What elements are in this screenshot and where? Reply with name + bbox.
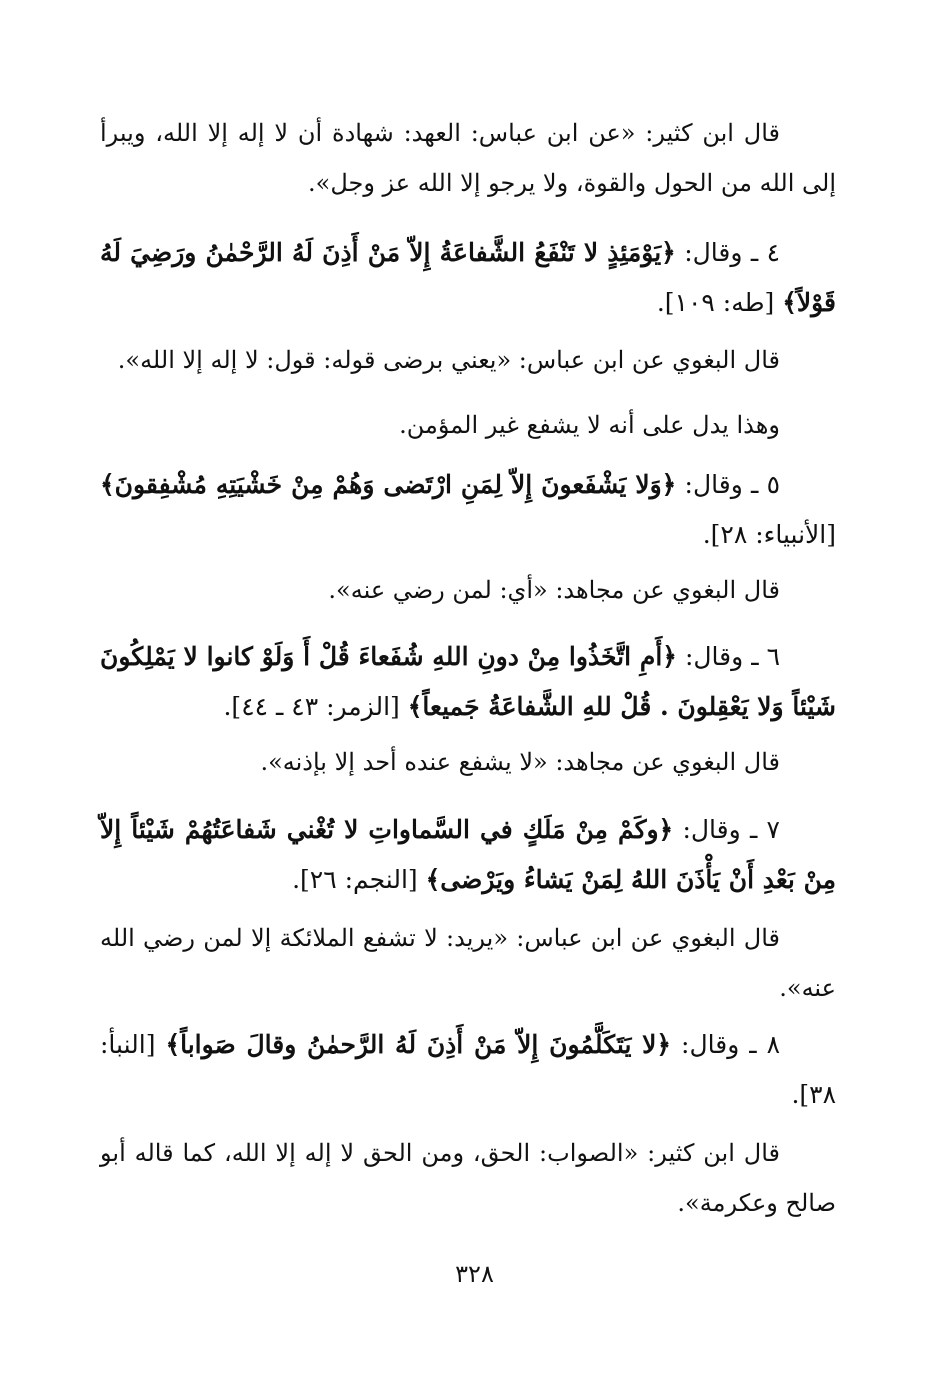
verse-7-reference: [النجم: ٢٦]. bbox=[292, 865, 426, 894]
baghawi-ibn-abbas-2-paragraph: قال البغوي عن ابن عباس: «يريد: لا تشفع الملائكة إلا لمن رضي الله عنه». bbox=[100, 924, 836, 1002]
verse-6-paragraph bbox=[100, 632, 836, 732]
verse-4-paragraph bbox=[100, 228, 836, 328]
verse-5-text: ﴿وَلا يَشْفَعونَ إِلاّ لِمَنِ ارْتَضى وَهُمْ مِنْ خَشْيَتِهِ مُشْفِقونَ﴾ bbox=[100, 470, 677, 499]
verse-7-paragraph bbox=[100, 805, 836, 905]
verse-6-text: ﴿أَمِ اتَّخَذُوا مِنْ دونِ اللهِ شُفَعاءَ قُلْ أَ وَلَوْ كانوا لا يَمْلِكُونَ شَيْئاً وَلا يَعْقِلونَ . قُلْ للهِ الشَّفاعَةُ جَميعاً﴾ bbox=[100, 642, 836, 721]
page-number: ٣٢٨ bbox=[455, 1260, 494, 1288]
baghawi-mujahid-1-paragraph: قال البغوي عن مجاهد: «أي: لمن رضي عنه». bbox=[328, 576, 780, 604]
verse-8-reference: [النبأ: ٣٨]. bbox=[100, 1030, 836, 1109]
baghawi-ibn-abbas-1-paragraph: قال البغوي عن ابن عباس: «يعني برضى قوله: قول: لا إله إلا الله». bbox=[117, 346, 780, 374]
verse-8-text: ﴿لا يَتَكَلَّمُونَ إِلاّ مَنْ أَذِنَ لَهُ الرَّحمٰنُ وقالَ صَواباً﴾ bbox=[165, 1030, 672, 1059]
verse-4-reference: [طه: ١٠٩]. bbox=[656, 288, 783, 317]
verse-5-reference: [الأنبياء: ٢٨]. bbox=[702, 520, 836, 549]
verse-6-reference: [الزمر: ٤٣ ـ ٤٤]. bbox=[223, 692, 408, 721]
ibn-kathir-sawab-paragraph: قال ابن كثير: «الصواب: الحق، ومن الحق لا إله إلا الله، كما قاله أبو صالح وعكرمة». bbox=[100, 1139, 836, 1217]
verse-4-text: ﴿يَوْمَئِذٍ لا تَنْفَعُ الشَّفاعَةُ إِلاّ مَنْ أَذِنَ لَهُ الرَّحْمٰنُ ورَضِيَ لَهُ قَوْلاً﴾ bbox=[100, 238, 836, 317]
verse-6-prefix: ٦ ـ وقال: bbox=[676, 642, 780, 671]
ibn-kathir-ahd-paragraph: قال ابن كثير: «عن ابن عباس: العهد: شهادة أن لا إله إلا الله، ويبرأ إلى الله من الحول والقوة، ولا يرجو إلا الله عز وجل». bbox=[100, 119, 836, 197]
baghawi-mujahid-2-paragraph: قال البغوي عن مجاهد: «لا يشفع عنده أحد إلا بإذنه». bbox=[260, 748, 780, 776]
verse-7-text: ﴿وكَمْ مِنْ مَلَكٍ في السَّماواتِ لا تُغْني شَفاعَتُهُمْ شَيْئاً إِلاّ مِنْ بَعْدِ أَنْ يَأْذَنَ اللهُ لِمَنْ يَشاءُ ويَرْضى﴾ bbox=[100, 815, 836, 894]
verse-5-prefix: ٥ ـ وقال: bbox=[676, 470, 780, 499]
verse-7-prefix: ٧ ـ وقال: bbox=[673, 815, 780, 844]
verse-8-paragraph bbox=[100, 1020, 836, 1120]
verse-5-paragraph bbox=[100, 460, 836, 560]
verse-8-prefix: ٨ ـ وقال: bbox=[671, 1030, 780, 1059]
believer-note-paragraph: وهذا يدل على أنه لا يشفع غير المؤمن. bbox=[399, 411, 780, 439]
verse-4-prefix: ٤ ـ وقال: bbox=[675, 238, 780, 267]
